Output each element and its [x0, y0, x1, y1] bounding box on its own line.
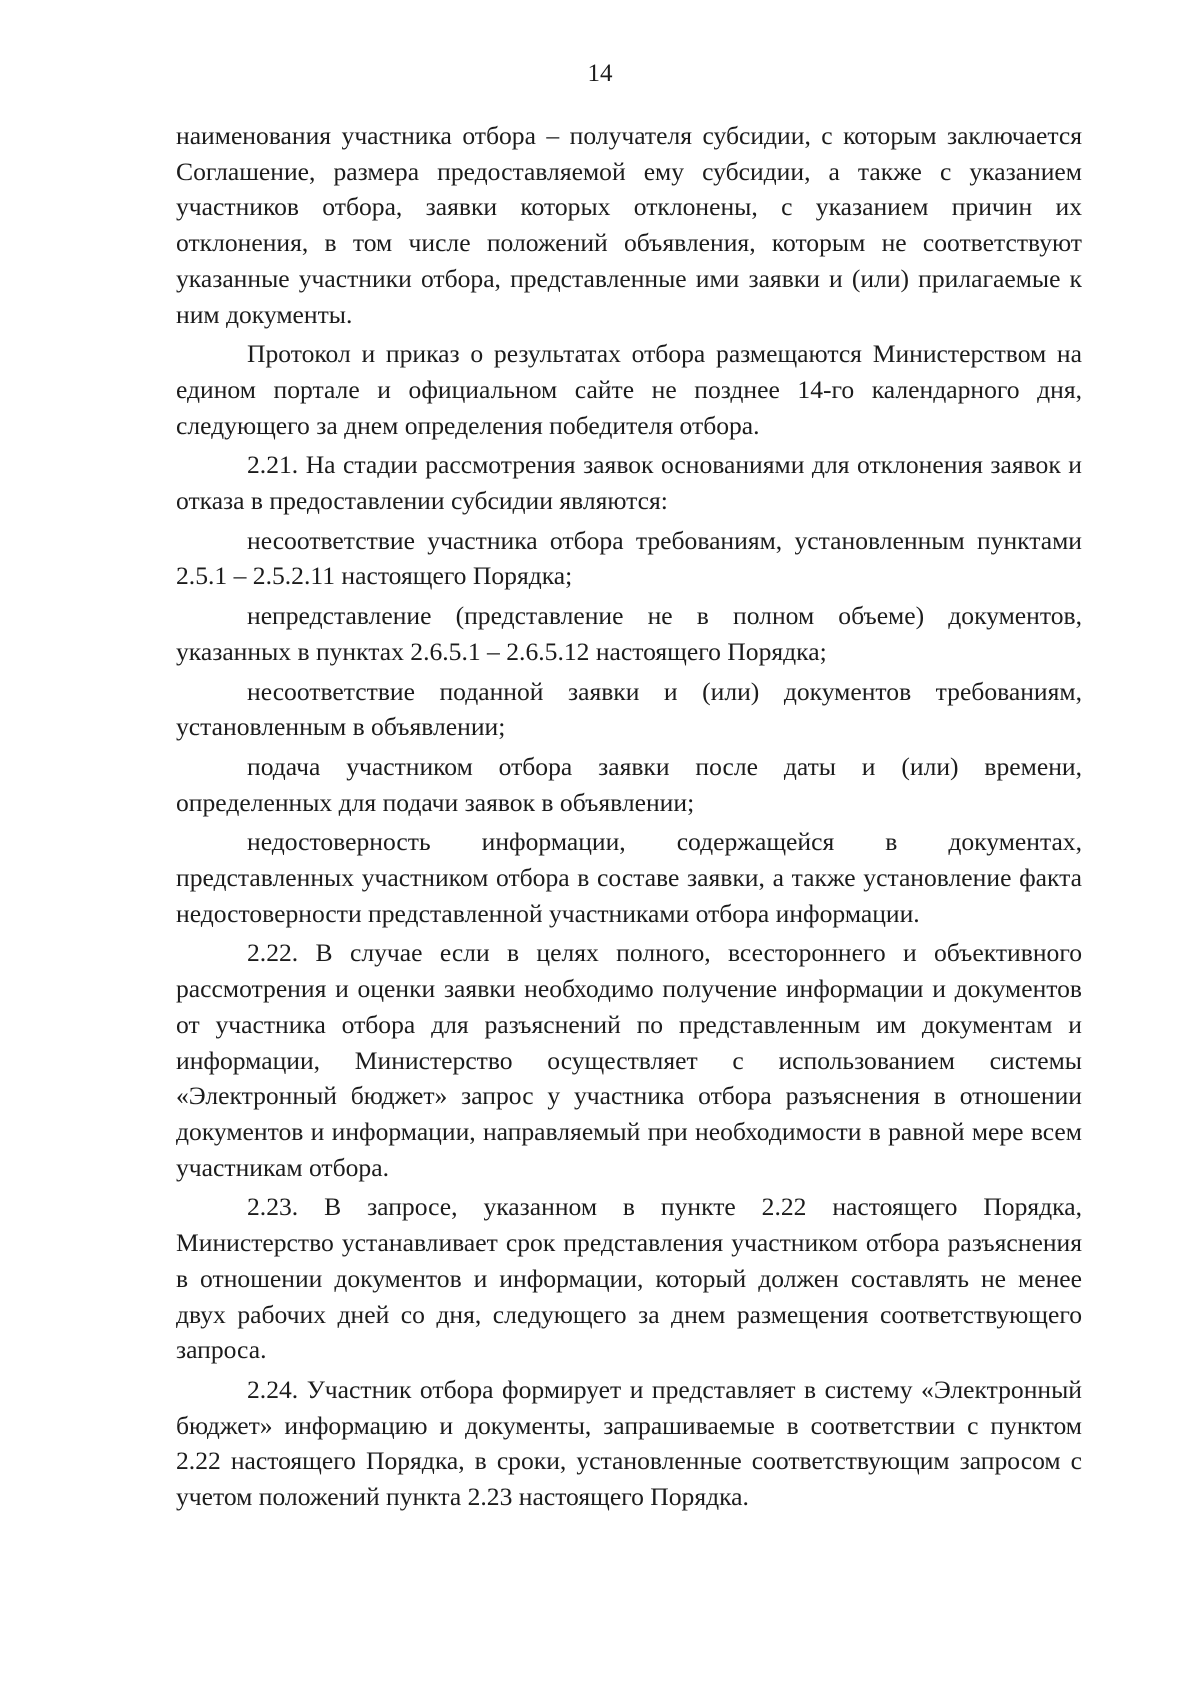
list-item-unreliability: недостоверность информации, содержащейся в документах, представленных участником отбора в составе заявки, а также установление факта недостоверности представленной участниками отбора информации.: [176, 827, 1082, 928]
paragraph-2-21: 2.21. На стадии рассмотрения заявок основаниями для отклонения заявок и отказа в предоставлении субсидии являются:: [176, 450, 1082, 516]
list-item-requirements: несоответствие участника отбора требованиям, установленным пунктами 2.5.1 – 2.5.2.11 настоящего Порядка;: [176, 525, 1082, 591]
list-item-late-submission: подача участником отбора заявки после даты и (или) времени, определенных для подачи заявок в объявлении;: [176, 751, 1082, 817]
paragraph-2-24: 2.24. Участник отбора формирует и представляет в систему «Электронный бюджет» информацию и документы, запрашиваемые в соответствии с пунктом 2.22 настоящего Порядка, в сроки, установленные соответствующим запросом с учетом положений пункта 2.23 настоящего Порядка.: [176, 1374, 1082, 1512]
paragraph-2-23: 2.23. В запросе, указанном в пункте 2.22 настоящего Порядка, Министерство устанавливает срок представления участником отбора разъяснения в отношении документов и информации, который должен составлять не менее двух рабочих дней со дня, следующего за днем размещения соответствующего запроса.: [176, 1192, 1082, 1365]
document-body: [176, 118, 1082, 1515]
paragraph-protocol: Протокол и приказ о результатах отбора размещаются Министерством на едином портале и официальном сайте не позднее 14-го календарного дня, следующего за днем определения победителя отбора.: [176, 339, 1082, 440]
list-item-documents: непредставление (представление не в полном объеме) документов, указанных в пунктах 2.6.5.1 – 2.6.5.12 настоящего Порядка;: [176, 601, 1082, 666]
paragraph-2-22: 2.22. В случае если в целях полного, всестороннего и объективного рассмотрения и оценки заявки необходимо получение информации и документов от участника отбора для разъяснений по представленным им документам и информации, Министерство осуществляет с использованием системы «Электронный бюджет» запрос у участника отбора разъяснения в отношении документов и информации, направляемый при необходимости в равной мере всем участникам отбора.: [176, 938, 1082, 1182]
paragraph-continuation: наименования участника отбора – получателя субсидии, с которым заключается Соглашение, размера предоставляемой ему субсидии, а также с указанием участников отбора, заявки которых отклонены, с указанием причин их отклонения, в том числе положений объявления, которым не соответствуют указанные участники отбора, представленные ими заявки и (или) прилагаемые к ним документы.: [176, 121, 1082, 329]
page-number: 14: [587, 60, 613, 87]
list-item-mismatch: несоответствие поданной заявки и (или) документов требованиям, установленным в объявлении;: [176, 676, 1082, 742]
